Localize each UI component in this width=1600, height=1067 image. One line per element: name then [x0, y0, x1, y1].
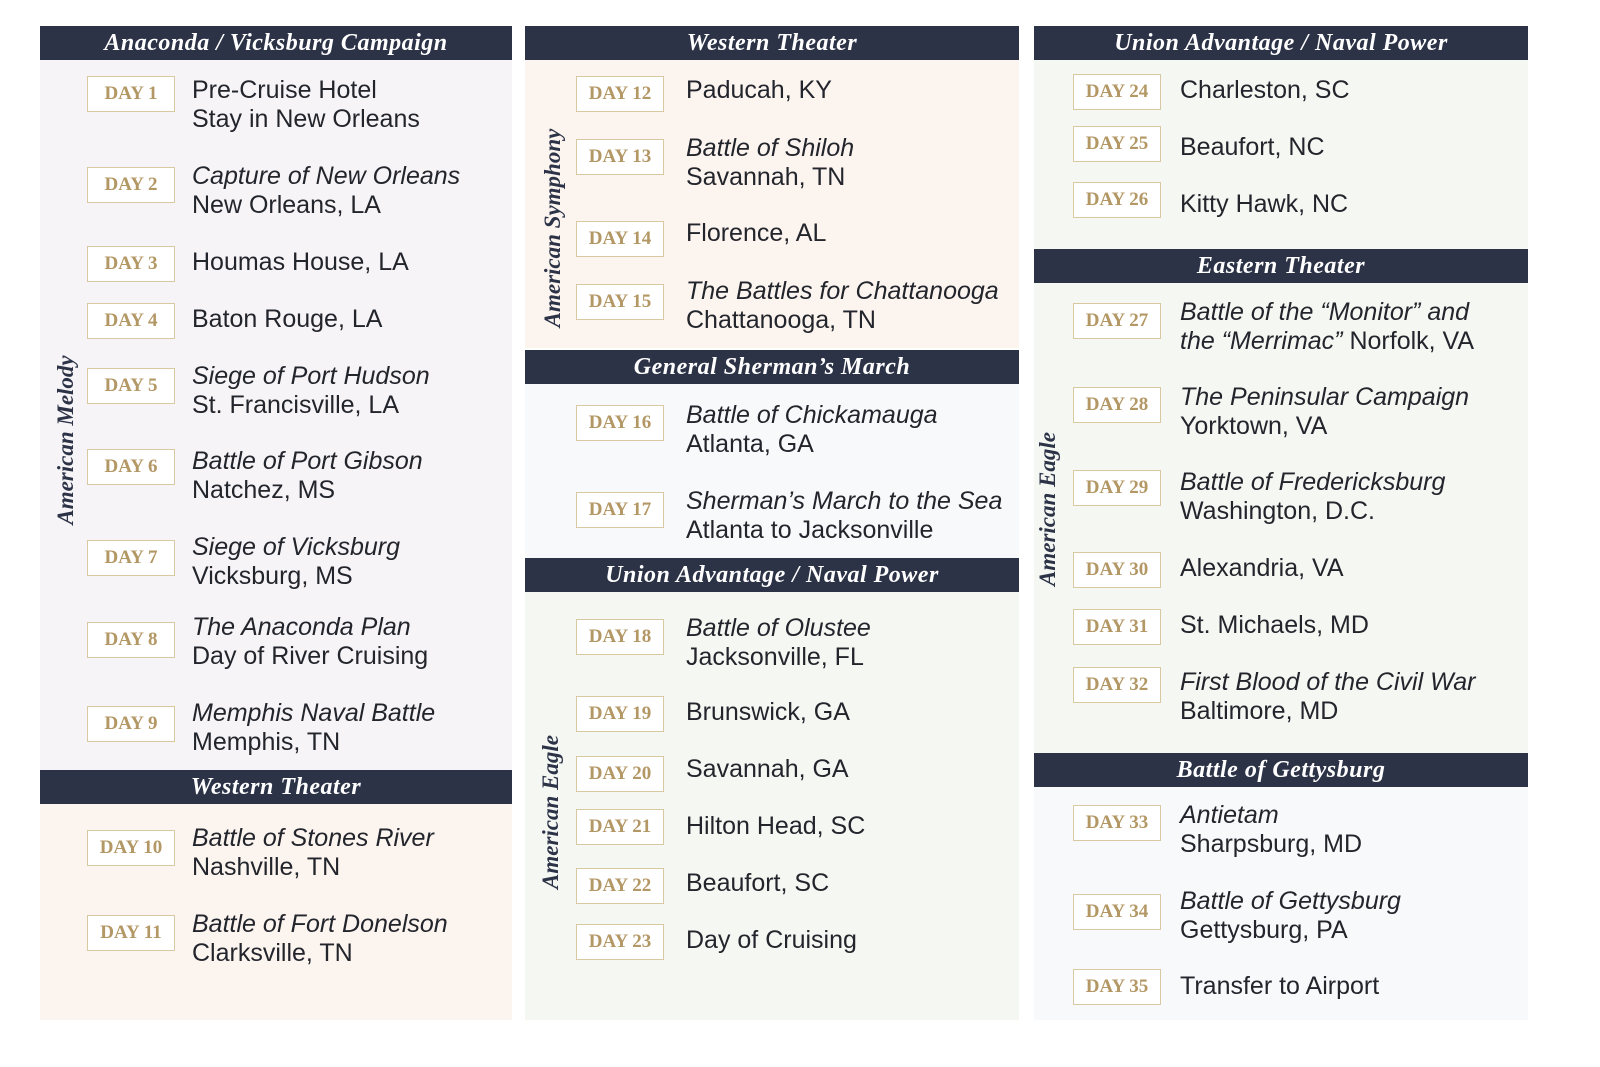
day-title: Battle of Fort Donelson — [192, 910, 448, 938]
section-header: Eastern Theater — [1034, 249, 1528, 283]
day-line: Clarksville, TN — [192, 939, 353, 967]
day-line: Savannah, TN — [686, 163, 846, 191]
day-title: Battle of Gettysburg — [1180, 887, 1401, 915]
day-description — [686, 219, 826, 248]
day-description — [686, 277, 999, 335]
day-title: Battle of the “Monitor” and — [1180, 298, 1470, 326]
day-line: St. Michaels, MD — [1180, 611, 1369, 639]
section-header: Union Advantage / Naval Power — [525, 558, 1019, 592]
day-line: Jacksonville, FL — [686, 643, 864, 671]
day-title: First Blood of the Civil War — [1180, 668, 1476, 696]
day-description — [1180, 668, 1475, 726]
day-badge: DAY 1 — [87, 76, 175, 112]
day-title: Battle of Port Gibson — [192, 447, 423, 475]
day-line: Natchez, MS — [192, 476, 336, 504]
day-title: Battle of Fredericksburg — [1180, 468, 1446, 496]
day-title: Antietam — [1180, 801, 1279, 829]
day-badge: DAY 18 — [576, 619, 664, 655]
day-description — [1180, 298, 1474, 356]
day-line: Day of Cruising — [686, 926, 857, 954]
day-line: Memphis, TN — [192, 728, 341, 756]
day-line: Baltimore, MD — [1180, 697, 1339, 725]
day-line: Nashville, TN — [192, 853, 341, 881]
day-line: Vicksburg, MS — [192, 562, 353, 590]
ship-name: American Symphony — [540, 128, 565, 328]
day-badge: DAY 4 — [87, 303, 175, 339]
day-description — [686, 76, 832, 105]
day-title: Battle of Shiloh — [686, 134, 855, 162]
day-title: Battle of Chickamauga — [686, 401, 938, 429]
day-line: Hilton Head, SC — [686, 812, 866, 840]
day-description — [192, 613, 428, 671]
section-header: Western Theater — [40, 770, 512, 804]
itinerary-column-3 — [1034, 26, 1528, 1026]
section-panel — [1034, 283, 1528, 753]
day-badge: DAY 21 — [576, 809, 664, 845]
day-title: Battle of Stones River — [192, 824, 434, 852]
day-description — [1180, 801, 1362, 859]
day-line: Alexandria, VA — [1180, 554, 1344, 582]
day-badge: DAY 20 — [576, 756, 664, 792]
day-description — [192, 699, 435, 757]
day-line: Stay in New Orleans — [192, 105, 420, 133]
day-title: The Battles for Chattanooga — [686, 277, 999, 305]
section-panel — [1034, 787, 1528, 1020]
day-description — [1180, 611, 1369, 640]
day-title: Siege of Vicksburg — [192, 533, 400, 561]
ship-name: American Eagle — [538, 735, 563, 889]
day-badge: DAY 16 — [576, 405, 664, 441]
day-line: Gettysburg, PA — [1180, 916, 1348, 944]
day-badge: DAY 6 — [87, 449, 175, 485]
day-badge: DAY 33 — [1073, 805, 1161, 841]
day-badge: DAY 5 — [87, 368, 175, 404]
day-title: Sherman’s March to the Sea — [686, 487, 1003, 515]
day-badge: DAY 14 — [576, 221, 664, 257]
day-badge: DAY 29 — [1073, 470, 1161, 506]
day-badge: DAY 27 — [1073, 303, 1161, 339]
day-line: St. Francisville, LA — [192, 391, 400, 419]
day-badge: DAY 13 — [576, 139, 664, 175]
day-description — [686, 869, 829, 898]
day-badge: DAY 12 — [576, 76, 664, 112]
day-badge: DAY 34 — [1073, 894, 1161, 930]
day-title-cont: the “Merrimac” — [1180, 327, 1343, 355]
day-location: Norfolk, VA — [1342, 327, 1475, 355]
day-line: Atlanta, GA — [686, 430, 814, 458]
day-line: Paducah, KY — [686, 76, 832, 104]
day-badge: DAY 23 — [576, 924, 664, 960]
day-description — [1180, 468, 1445, 526]
section-panel — [525, 384, 1019, 558]
day-description — [192, 362, 430, 420]
day-title: Siege of Port Hudson — [192, 362, 430, 390]
itinerary-column-2 — [525, 26, 1019, 1026]
section-panel — [40, 60, 512, 770]
day-description — [686, 812, 865, 841]
day-line: Beaufort, NC — [1180, 133, 1325, 161]
day-line: Florence, AL — [686, 219, 827, 247]
day-description — [1180, 887, 1401, 945]
section-panel — [40, 804, 512, 1020]
day-badge: DAY 30 — [1073, 552, 1161, 588]
ship-name: American Eagle — [1035, 432, 1060, 586]
day-description — [192, 533, 400, 591]
day-description — [686, 614, 871, 672]
day-title: The Peninsular Campaign — [1180, 383, 1470, 411]
day-description — [192, 162, 460, 220]
day-line: New Orleans, LA — [192, 191, 381, 219]
day-description — [192, 305, 382, 334]
ship-name: American Melody — [53, 355, 78, 525]
day-badge: DAY 31 — [1073, 609, 1161, 645]
day-badge: DAY 9 — [87, 706, 175, 742]
section-header: Union Advantage / Naval Power — [1034, 26, 1528, 60]
day-description — [192, 910, 448, 968]
day-line: Brunswick, GA — [686, 698, 850, 726]
day-description — [686, 755, 849, 784]
day-line: Day of River Cruising — [192, 642, 429, 670]
day-badge: DAY 2 — [87, 167, 175, 203]
day-line: Transfer to Airport — [1180, 972, 1380, 1000]
day-line: Pre-Cruise Hotel — [192, 76, 377, 104]
day-badge: DAY 22 — [576, 868, 664, 904]
day-description — [686, 926, 857, 955]
day-badge: DAY 25 — [1073, 126, 1161, 162]
day-title: The Anaconda Plan — [192, 613, 411, 641]
section-header: Anaconda / Vicksburg Campaign — [40, 26, 512, 60]
day-line — [1180, 327, 1474, 356]
day-line: Sharpsburg, MD — [1180, 830, 1363, 858]
itinerary-column-1 — [40, 26, 512, 1026]
day-title: Capture of New Orleans — [192, 162, 461, 190]
day-badge: DAY 19 — [576, 696, 664, 732]
section-header: General Sherman’s March — [525, 350, 1019, 384]
day-title: Battle of Olustee — [686, 614, 871, 642]
day-line: Charleston, SC — [1180, 76, 1350, 104]
day-badge: DAY 15 — [576, 284, 664, 320]
day-badge: DAY 17 — [576, 492, 664, 528]
day-badge: DAY 24 — [1073, 74, 1161, 110]
day-line: Atlanta to Jacksonville — [686, 516, 934, 544]
day-badge: DAY 7 — [87, 540, 175, 576]
day-description — [192, 248, 409, 277]
day-title: Memphis Naval Battle — [192, 699, 436, 727]
day-description — [192, 824, 434, 882]
day-line: Savannah, GA — [686, 755, 849, 783]
day-line: Baton Rouge, LA — [192, 305, 383, 333]
day-description — [686, 698, 850, 727]
day-description — [1180, 383, 1469, 441]
day-description — [1180, 190, 1348, 219]
day-badge: DAY 35 — [1073, 969, 1161, 1005]
day-line: Beaufort, SC — [686, 869, 830, 897]
day-line: Yorktown, VA — [1180, 412, 1328, 440]
day-badge: DAY 8 — [87, 622, 175, 658]
day-badge: DAY 28 — [1073, 387, 1161, 423]
day-description — [1180, 76, 1350, 105]
day-description — [1180, 972, 1379, 1001]
day-badge: DAY 10 — [87, 830, 175, 866]
section-panel — [525, 60, 1019, 348]
day-badge: DAY 32 — [1073, 667, 1161, 703]
section-panel — [1034, 60, 1528, 249]
section-panel — [525, 592, 1019, 1020]
day-description — [192, 447, 423, 505]
day-description — [686, 487, 1002, 545]
day-description — [1180, 554, 1344, 583]
day-line: Kitty Hawk, NC — [1180, 190, 1349, 218]
section-header: Battle of Gettysburg — [1034, 753, 1528, 787]
day-line: Houmas House, LA — [192, 248, 409, 276]
day-badge: DAY 3 — [87, 246, 175, 282]
day-description — [192, 76, 420, 134]
day-description — [1180, 133, 1325, 162]
day-badge: DAY 26 — [1073, 182, 1161, 218]
day-badge: DAY 11 — [87, 915, 175, 951]
section-header: Western Theater — [525, 26, 1019, 60]
day-line: Chattanooga, TN — [686, 306, 876, 334]
day-line: Washington, D.C. — [1180, 497, 1375, 525]
day-description — [686, 401, 938, 459]
day-description — [686, 134, 854, 192]
